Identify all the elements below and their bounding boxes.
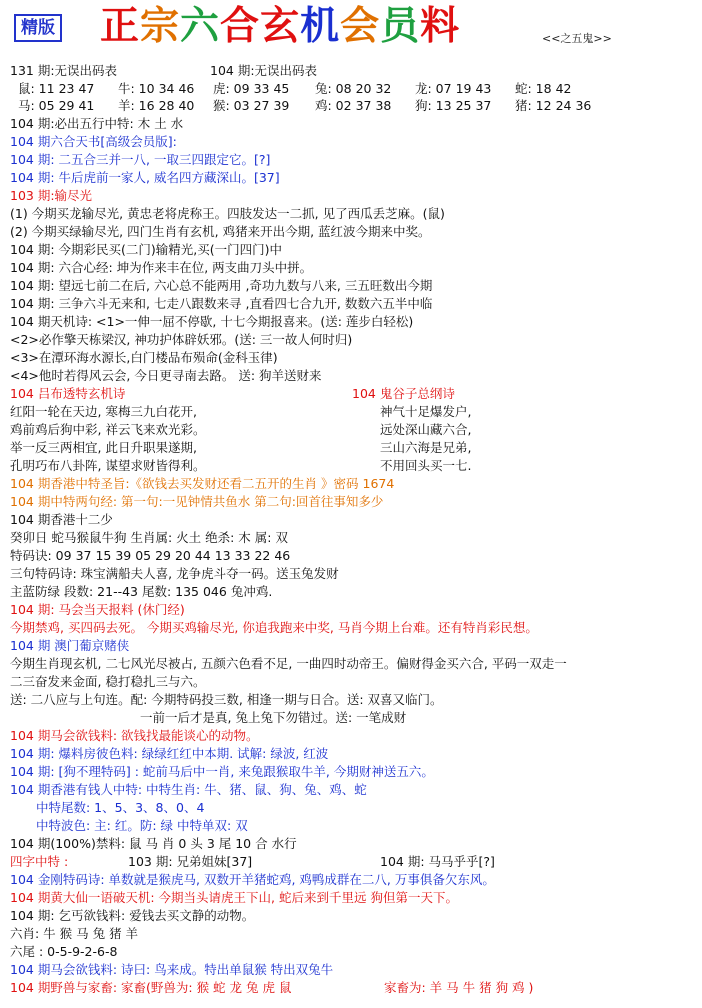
beggar-line: 104 期: 乞丐欲钱料: 爱钱去买文静的动物。	[10, 908, 255, 923]
lubu-poem-line: 举一反三两相宜, 此日升职果遂期,	[10, 440, 197, 455]
page-title	[100, 2, 460, 50]
four-char-103: 103 期: 兄弟姐妹[37]	[128, 854, 253, 869]
guiguzi-poem-heading: 104 鬼谷子总纲诗	[352, 386, 455, 401]
zodiac-cell: 羊: 16 28 40	[118, 98, 195, 113]
heart-sutra-line: 104 期: 六合心经: 坤为作来丰在位, 两支曲刀头中拼。	[10, 260, 313, 275]
special-code-line: 特码诀: 09 37 15 39 05 29 20 44 13 33 22 46	[10, 548, 291, 563]
hk-decree-line: 104 期香港中特圣旨:《欲钱去买发财还看二五开的生肖 》密码 1674	[10, 476, 395, 491]
four-char-heading: 四字中特 :	[10, 854, 69, 869]
lubu-poem-line: 红阳一轮在天边, 寒梅三九白花开,	[10, 404, 197, 419]
zodiac-cell: 鼠: 11 23 47	[18, 81, 95, 96]
macau-line-2: 二三奋发来金面, 稳打稳扎三与六。	[10, 674, 206, 689]
line-131-table: 131 期:无误出码表	[10, 63, 118, 78]
zodiac-cell: 虎: 09 33 45	[213, 81, 290, 96]
zodiac-cell: 兔: 08 20 32	[315, 81, 392, 96]
title-char: 料	[420, 3, 461, 49]
wong-tai-sin-line: 104 期黄大仙一语破天机: 今期当头请虎王下山, 蛇后来到千里远 狗但第一天下。	[10, 890, 458, 905]
hk-twelve-line-1: 癸卯日 蛇马猴鼠牛狗 生肖属: 火土 绝杀: 木 属: 双	[10, 530, 288, 545]
zodiac-cell: 狗: 13 25 37	[415, 98, 492, 113]
title-char: 员	[380, 3, 421, 49]
riddle-line-1: 104 期: 望远七前二在后, 六心总不能两用 ,奇功九数与八来, 三五旺数出今期	[10, 278, 433, 293]
macau-line-4: 一前一后才是真, 兔上兔下勿错过。送: 一笔成财	[140, 710, 407, 725]
macau-line-1: 今期生肖现玄机, 二七风光尽被占, 五颜六色看不足, 一曲四时动帝王。偏财得金买六合, 平码一双走一	[10, 656, 567, 671]
rich-man-color-line: 中特波色: 主: 红。防: 绿 中特单双: 双	[36, 818, 248, 833]
five-elements-line: 104 期:必出五行中特: 木 土 水	[10, 116, 184, 131]
guiguzi-poem-line: 远处深山藏六合,	[380, 422, 472, 437]
goubuli-line: 104 期: [狗不理特码] : 蛇前马后中一肖, 来兔跟猴取牛羊, 今期财神送五六。	[10, 764, 434, 779]
riddle-line-2: 104 期: 三争六斗无来和, 七走八跟数来寻 ,直看四七合九开, 数数六五半中临	[10, 296, 433, 311]
rich-man-tails-line: 中特尾数: 1、5、3、8、0、4	[36, 800, 205, 815]
page-subtitle: <<之五鬼>>	[542, 32, 612, 45]
blue-green-line: 主蓝防绿 段数: 21--43 尾数: 135 046 兔冲鸡.	[10, 584, 273, 599]
zodiac-cell: 龙: 07 19 43	[415, 81, 492, 96]
heaven-poem-line-2: <2>必作擎天栋梁汉, 神功护体辟妖邪。(送: 三一故人何时归)	[10, 332, 353, 347]
lose-all-line-2: (2) 今期买绿输尽光, 四门生肖有玄机, 鸡猪来开出今期, 蓝红波今期来中奖。	[10, 224, 431, 239]
heaven-poem-line-4: <4>他时若得风云会, 今日更寻南去路。 送: 狗羊送财来	[10, 368, 322, 383]
six-tails-line: 六尾 : 0-5-9-2-6-8	[10, 944, 118, 959]
guiguzi-poem-line: 三山六海是兄弟,	[380, 440, 472, 455]
zodiac-cell: 猪: 12 24 36	[515, 98, 592, 113]
lose-all-line-1: (1) 今期买龙输尽光, 黄忠老将虎称王。四肢发达一二抓, 见了西瓜丢芝麻。(鼠)	[10, 206, 445, 221]
two-sentences-line: 104 期中特两句经: 第一句:一见钟情共鱼水 第二句:回首往事知多少	[10, 494, 384, 509]
lubu-poem-line: 鸡前鸡后狗中彩, 祥云飞来欢光彩。	[10, 422, 206, 437]
edition-badge: 精版	[14, 14, 62, 42]
zodiac-cell: 鸡: 02 37 38	[315, 98, 392, 113]
poem-says-line: 104 期马会欲钱料: 诗曰: 鸟来成。特出单鼠猴 特出双兔牛	[10, 962, 334, 977]
three-sentence-poem-line: 三句特码诗: 珠宝满船夫人喜, 龙争虎斗夺一码。送玉兔发财	[10, 566, 339, 581]
title-char: 六	[180, 3, 221, 49]
guiguzi-poem-line: 神气十足爆发户,	[380, 404, 472, 419]
heaven-book-line-2: 104 期: 牛后虎前一家人, 威名四方藏深山。[37]	[10, 170, 280, 185]
heaven-poem-line-1: 104 期天机诗: <1>一伸一屈不停歇, 十七今期报喜来。(送: 莲步白轻松)	[10, 314, 414, 329]
zodiac-cell: 牛: 10 34 46	[118, 81, 195, 96]
title-char: 机	[300, 3, 341, 49]
money-desire-line: 104 期马会欲钱料: 欲钱找最能谈心的动物。	[10, 728, 259, 743]
rich-man-line: 104 期香港有钱人中特: 中特生肖: 牛、猪、鼠、狗、兔、鸡、蛇	[10, 782, 367, 797]
livestock-line: 家畜为: 羊 马 牛 猪 狗 鸡 )	[384, 980, 534, 995]
title-char: 宗	[140, 3, 181, 49]
lottery-buyers-line: 104 期: 今期彩民买(二门)输精光,买(一门四门)中	[10, 242, 282, 257]
heaven-poem-line-3: <3>在潭环海水源长,白门楼品布殒命(金科玉律)	[10, 350, 278, 365]
jockey-club-line: 今期禁鸡, 买四码去死。 今期买鸡输尽光, 你追我跑来中奖, 马肖今期上台难。还有特肖彩民想。	[10, 620, 538, 635]
guiguzi-poem-line: 不用回头买一七.	[380, 458, 472, 473]
title-char: 合	[220, 3, 261, 49]
zodiac-cell: 蛇: 18 42	[515, 81, 572, 96]
jockey-club-heading: 104 期: 马会当天报料 (休门经)	[10, 602, 185, 617]
title-char: 正	[100, 3, 141, 49]
lubu-poem-heading: 104 吕布透特玄机诗	[10, 386, 126, 401]
lubu-poem-line: 孔明巧布八卦阵, 谋望求财皆得利。	[10, 458, 206, 473]
lose-all-heading: 103 期:输尽光	[10, 188, 93, 203]
diamond-poem-line: 104 金刚特码诗: 单数就是猴虎马, 双数开羊猪蛇鸡, 鸡鸭成群在二八, 万事俱备欠东风。	[10, 872, 495, 887]
zodiac-cell: 猴: 03 27 39	[213, 98, 290, 113]
heaven-book-heading: 104 期六合天书[高级会员版]:	[10, 134, 177, 149]
line-104-table: 104 期:无误出码表	[210, 63, 318, 78]
heaven-book-line-1: 104 期: 二五合三并一八, 一取三四跟定它。[?]	[10, 152, 271, 167]
zodiac-cell: 马: 05 29 41	[18, 98, 95, 113]
title-char: 玄	[260, 3, 301, 49]
scoop-color-line: 104 期: 爆料房彼色料: 绿绿红红中本期. 试解: 绿波, 红波	[10, 746, 329, 761]
banned-line: 104 期(100%)禁料: 鼠 马 肖 0 头 3 尾 10 合 水行	[10, 836, 297, 851]
six-zodiac-line: 六肖: 牛 猴 马 兔 猪 羊	[10, 926, 139, 941]
beasts-line: 104 期野兽与家畜: 家畜(野兽为: 猴 蛇 龙 兔 虎 鼠	[10, 980, 292, 995]
title-char: 会	[340, 3, 381, 49]
page-header	[0, 0, 702, 56]
macau-heading: 104 期 澳门葡京赌侠	[10, 638, 130, 653]
macau-line-3: 送: 二八应与上句连。配: 今期特码投三数, 相逢一期与日合。送: 双喜又临门。	[10, 692, 443, 707]
four-char-104: 104 期: 马马乎乎[?]	[380, 854, 495, 869]
hk-twelve-heading: 104 期香港十二少	[10, 512, 113, 527]
